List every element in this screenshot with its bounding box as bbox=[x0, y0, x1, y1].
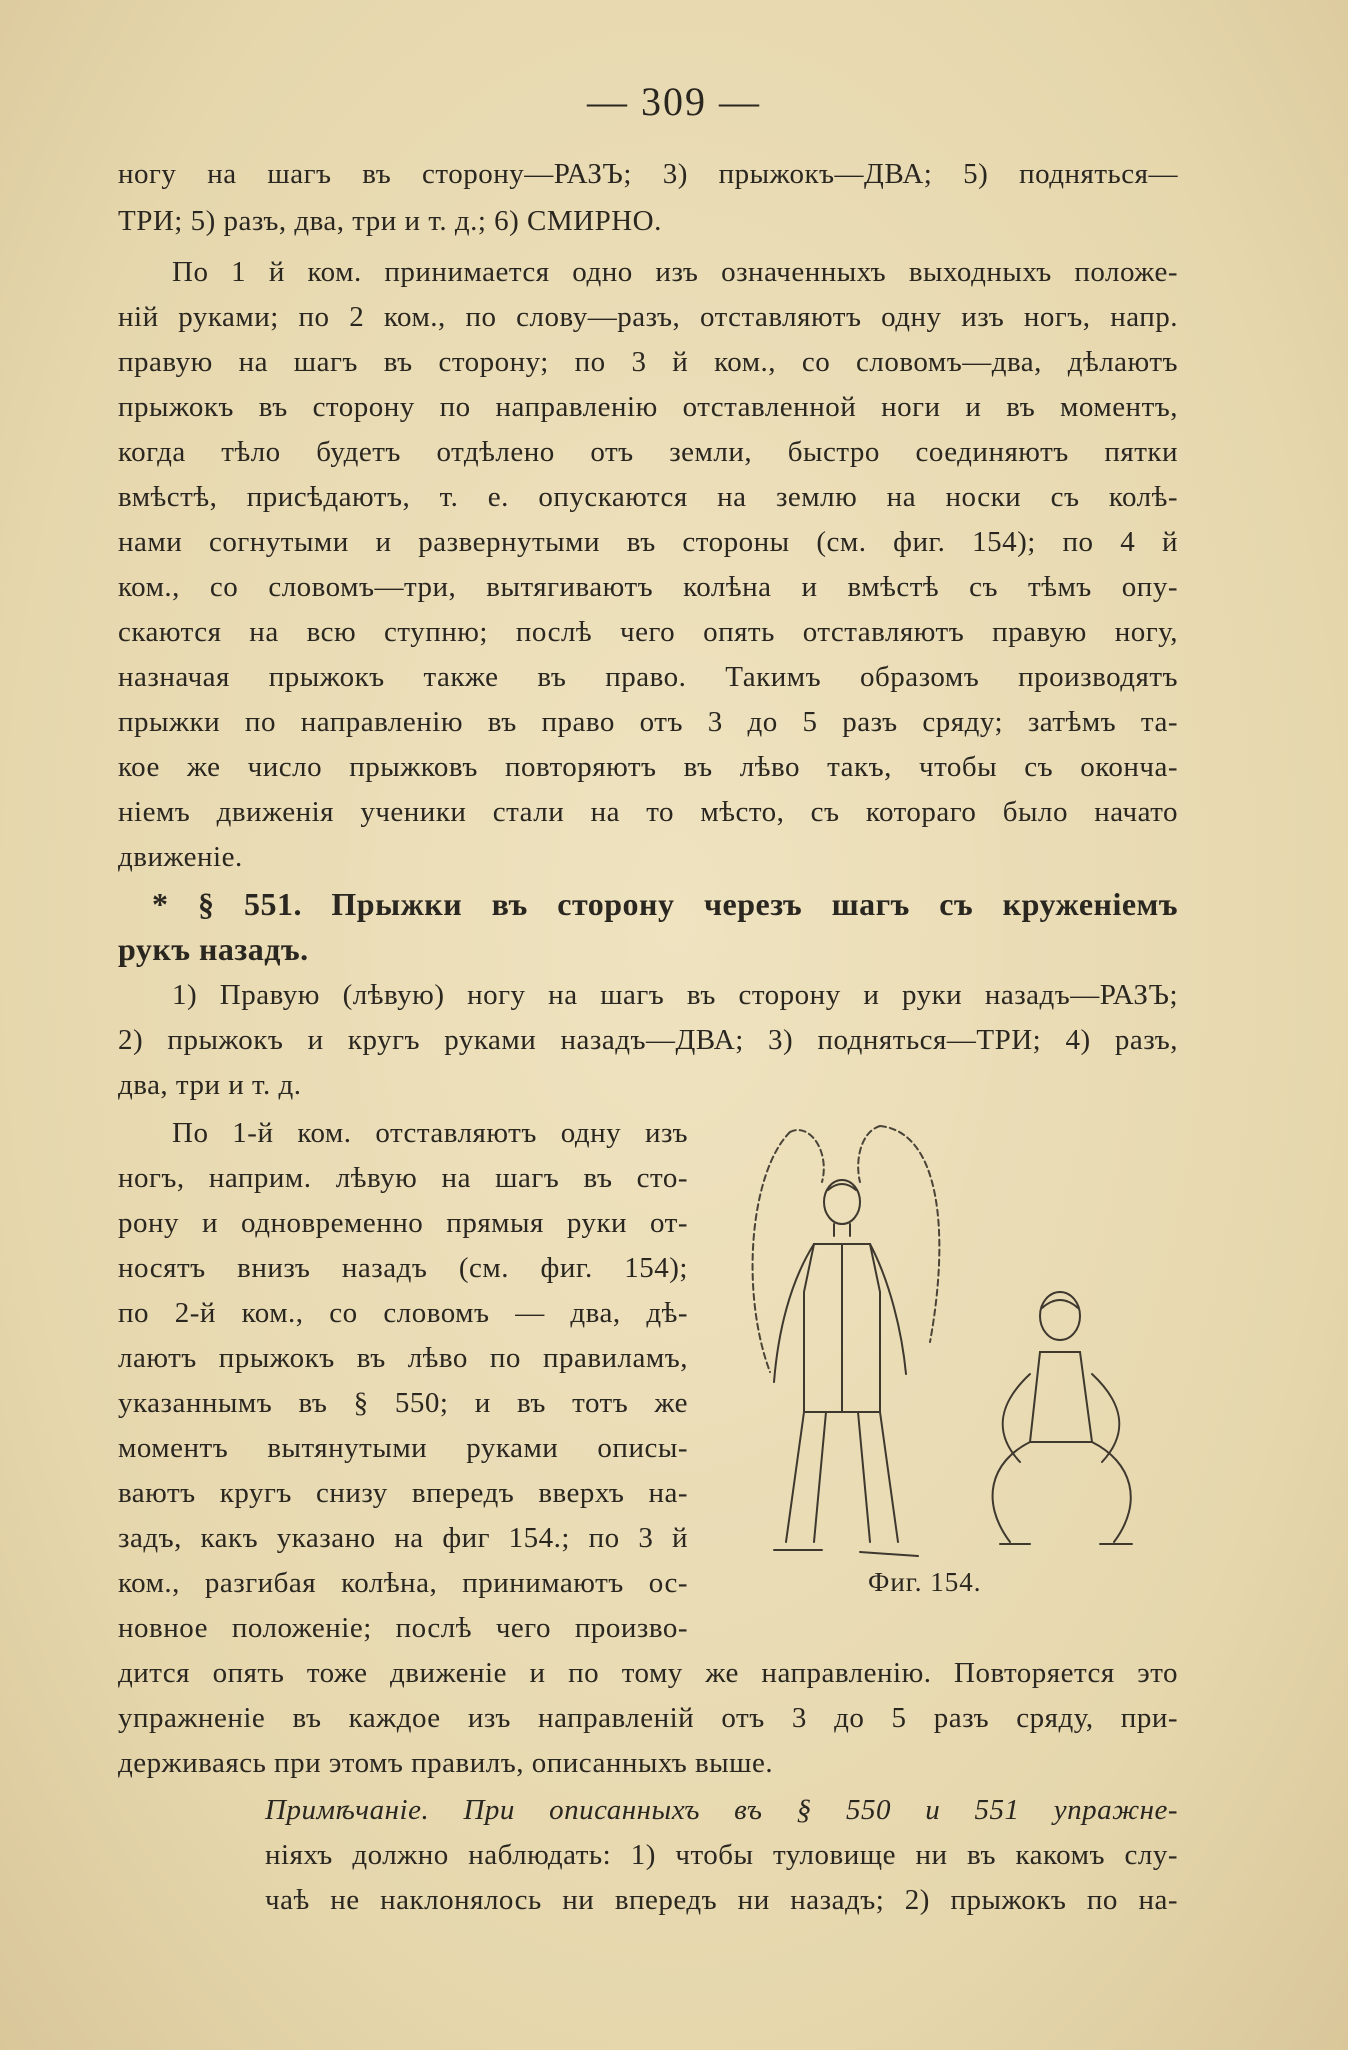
text-line: ком., разгибая колѣна, принимаютъ ос- bbox=[118, 1567, 688, 1599]
figure-caption: Фиг. 154. bbox=[868, 1567, 982, 1597]
page-number: — 309 — bbox=[587, 79, 761, 124]
text-line: когда тѣло будетъ отдѣлено отъ земли, быстро соединяютъ пятки bbox=[118, 436, 1178, 468]
text-line: По 1 й ком. принимается одно изъ означенныхъ выходныхъ положе- bbox=[172, 256, 1178, 288]
text-line: нами согнутыми и развернутыми въ стороны (см. фиг. 154); по 4 й bbox=[118, 526, 1178, 558]
text-line: прыжокъ въ сторону по направленію отставленной ноги и въ моментъ, bbox=[118, 391, 1178, 423]
text-line: кое же число прыжковъ повторяютъ въ лѣво такъ, чтобы съ оконча- bbox=[118, 751, 1178, 783]
text-line: новное положеніе; послѣ чего произво- bbox=[118, 1612, 688, 1644]
section-heading: рукъ назадъ. bbox=[118, 931, 309, 967]
text-line: упражненіе въ каждое изъ направленій отъ 3 до 5 разъ сряду, при- bbox=[118, 1702, 1178, 1734]
text-line: 1) Правую (лѣвую) ногу на шагъ въ сторону и руки назадъ—РАЗЪ; bbox=[172, 979, 1178, 1011]
note-line: Примѣчаніе. При описанныхъ въ § 550 и 551 упражне- bbox=[265, 1794, 1178, 1826]
text-line: ногъ, наприм. лѣвую на шагъ въ сто- bbox=[118, 1162, 688, 1194]
text-line: ній руками; по 2 ком., по слову—разъ, отставляютъ одну изъ ногъ, напр. bbox=[118, 301, 1178, 333]
text-line: рону и одновременно прямыя руки от- bbox=[118, 1207, 688, 1239]
text-line: дится опять тоже движеніе и по тому же направленію. Повторяется это bbox=[118, 1657, 1178, 1689]
text-line: ком., со словомъ—три, вытягиваютъ колѣна и вмѣстѣ съ тѣмъ опу- bbox=[118, 571, 1178, 603]
text-line: держиваясь при этомъ правилъ, описанныхъ выше. bbox=[118, 1747, 774, 1779]
text-line: прыжки по направленію въ право отъ 3 до 5 разъ сряду; затѣмъ та- bbox=[118, 706, 1178, 738]
figure-154-illustration bbox=[730, 1112, 1190, 1592]
text-line: по 2-й ком., со словомъ — два, дѣ- bbox=[118, 1297, 688, 1329]
text-line: ТРИ; 5) разъ, два, три и т. д.; 6) СМИРНО. bbox=[118, 205, 662, 237]
text-line: носятъ внизъ назадъ (см. фиг. 154); bbox=[118, 1252, 688, 1284]
section-heading: * § 551. Прыжки въ сторону черезъ шагъ съ круженіемъ bbox=[152, 886, 1178, 922]
text-line: назначая прыжокъ также въ право. Такимъ образомъ производятъ bbox=[118, 661, 1178, 693]
text-line: ногу на шагъ въ сторону—РАЗЪ; 3) прыжокъ—ДВА; 5) подняться— bbox=[118, 158, 1178, 190]
text-line: По 1-й ком. отставляютъ одну изъ bbox=[172, 1117, 688, 1149]
text-line: два, три и т. д. bbox=[118, 1069, 302, 1101]
text-line: вмѣстѣ, присѣдаютъ, т. е. опускаются на землю на носки съ колѣ- bbox=[118, 481, 1178, 513]
text-line: скаются на всю ступню; послѣ чего опять отставляютъ правую ногу, bbox=[118, 616, 1178, 648]
text-line: задъ, какъ указано на фиг 154.; по 3 й bbox=[118, 1522, 688, 1554]
text-line: указаннымъ въ § 550; и въ тотъ же bbox=[118, 1387, 688, 1419]
text-line: ваютъ кругъ снизу впередъ вверхъ на- bbox=[118, 1477, 688, 1509]
text-line: лаютъ прыжокъ въ лѣво по правиламъ, bbox=[118, 1342, 688, 1374]
text-line: ніемъ движенія ученики стали на то мѣсто, съ котораго было начато bbox=[118, 796, 1178, 828]
text-line: 2) прыжокъ и кругъ руками назадъ—ДВА; 3) подняться—ТРИ; 4) разъ, bbox=[118, 1024, 1178, 1056]
text-line: правую на шагъ въ сторону; по 3 й ком., со словомъ—два, дѣлаютъ bbox=[118, 346, 1178, 378]
note-line: чаѣ не наклонялось ни впередъ ни назадъ; 2) прыжокъ по на- bbox=[265, 1884, 1178, 1916]
note-line: ніяхъ должно наблюдать: 1) чтобы туловище ни въ какомъ слу- bbox=[265, 1839, 1178, 1871]
text-line: движеніе. bbox=[118, 841, 243, 873]
text-line: моментъ вытянутыми руками описы- bbox=[118, 1432, 688, 1464]
